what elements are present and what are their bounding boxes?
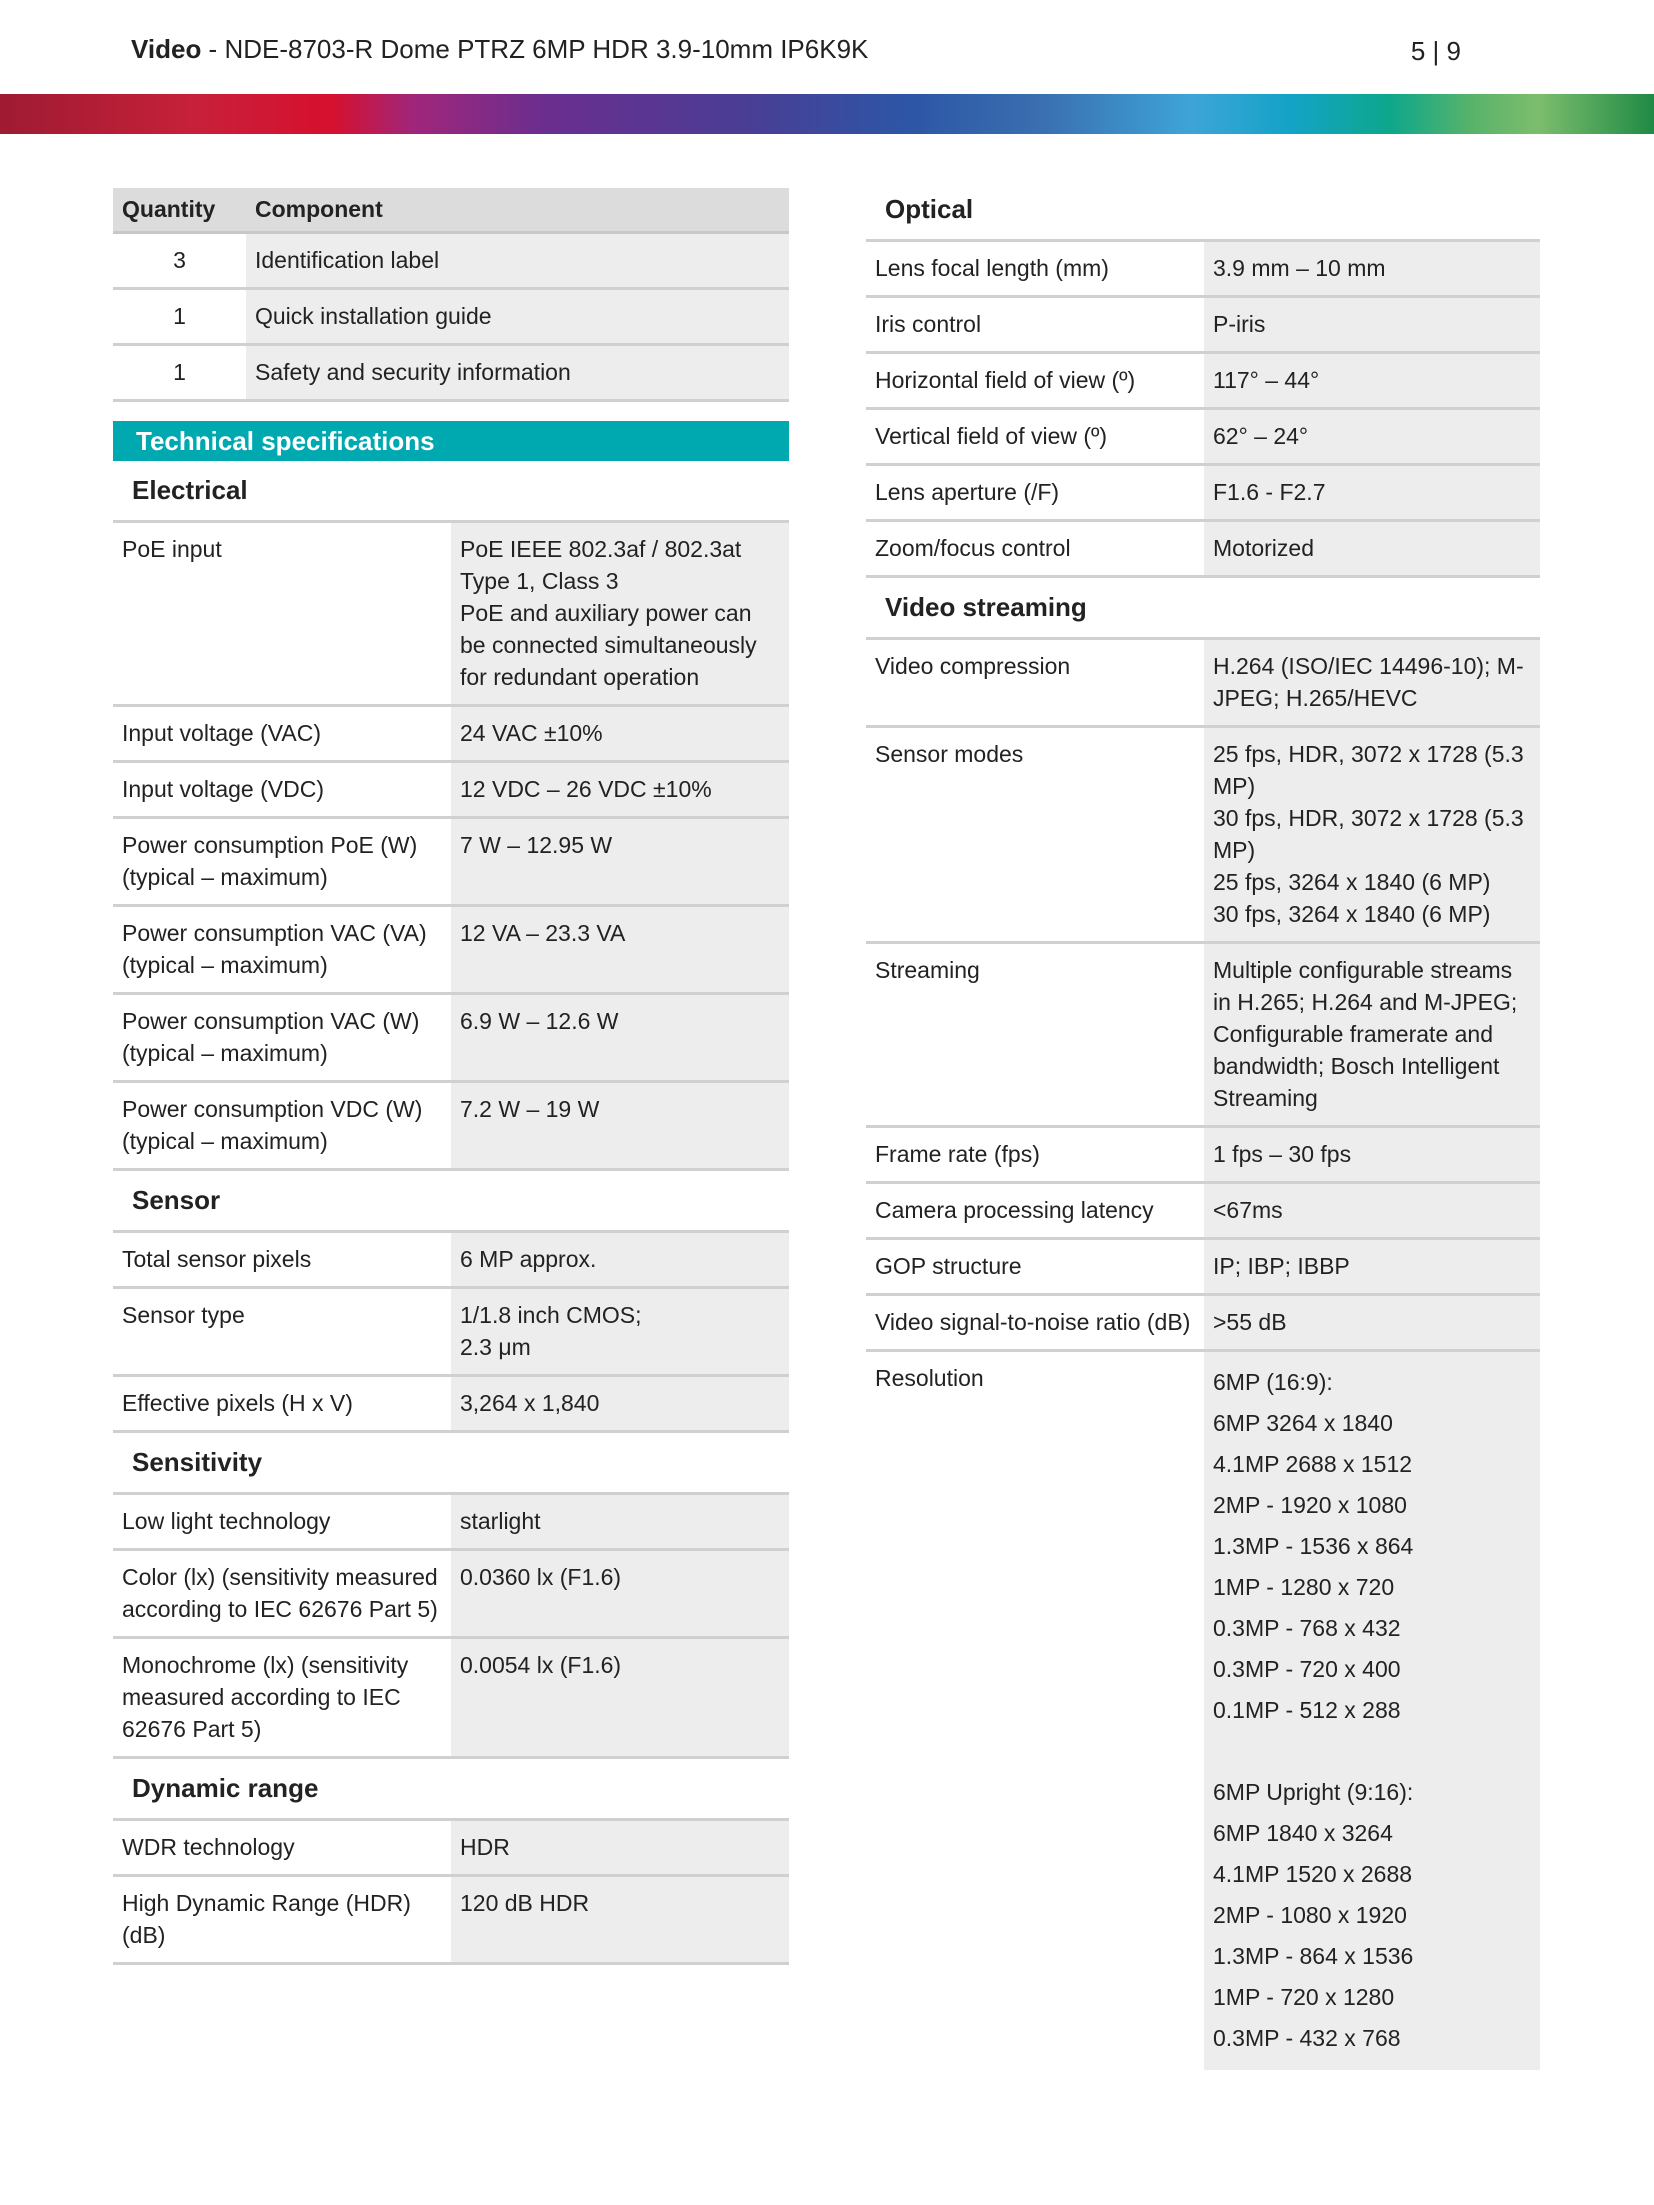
spec-value (1204, 297, 1540, 353)
spec-label: Camera processing latency (866, 1183, 1204, 1239)
page-header (131, 34, 1461, 74)
resolution-spacer (1213, 1731, 1531, 1772)
spec-label: Iris control (866, 297, 1204, 353)
spec-value-line: PoE IEEE 802.3af / 802.3at Type 1, Class 3 (460, 536, 742, 594)
spec-value-line: 3,264 x 1,840 (460, 1390, 600, 1416)
spec-value-line: Multiple configurable streams in H.265; H.264 and M-JPEG; Configurable framerate and bandwidth; Bosch Intelligent Streaming (1213, 957, 1518, 1111)
spec-row (866, 1127, 1540, 1183)
spec-value (451, 1550, 789, 1638)
spec-value-line: 120 dB HDR (460, 1890, 590, 1916)
spec-row (113, 1638, 789, 1758)
spec-row (866, 409, 1540, 465)
spec-row (866, 521, 1540, 577)
spec-label: Video signal-to-noise ratio (dB) (866, 1295, 1204, 1351)
spec-row (866, 353, 1540, 409)
resolution-item: 0.3MP - 432 x 768 (1213, 2025, 1401, 2051)
spec-value-line: 1/1.8 inch CMOS; (460, 1302, 642, 1328)
spec-value-line: 2.3 μm (460, 1334, 531, 1360)
spec-label: Streaming (866, 943, 1204, 1127)
spec-value-line: 7 W – 12.95 W (460, 832, 613, 858)
doc-type: Video (131, 34, 202, 64)
spec-row (866, 297, 1540, 353)
spec-label: Frame rate (fps) (866, 1127, 1204, 1183)
spec-value-line: 1 fps – 30 fps (1213, 1141, 1352, 1167)
spec-row (113, 1876, 789, 1964)
sensor-section (113, 1171, 789, 1433)
spec-row (113, 818, 789, 906)
spec-value (1204, 521, 1540, 577)
spec-row (113, 762, 789, 818)
spec-value-line: 117° – 44° (1213, 367, 1320, 393)
spec-value (1204, 242, 1540, 297)
spec-value (1204, 727, 1540, 943)
spec-table (866, 242, 1540, 578)
spec-value-line: 6.9 W – 12.6 W (460, 1008, 619, 1034)
spec-value-line: F1.6 - F2.7 (1213, 479, 1326, 505)
header-separator: - (201, 34, 225, 64)
brand-color-band (0, 94, 1654, 134)
spec-value-line: 30 fps, HDR, 3072 x 1728 (5.3 MP) (1213, 805, 1524, 863)
quantity-cell: 1 (113, 345, 246, 401)
spec-row (866, 1239, 1540, 1295)
spec-row (866, 1183, 1540, 1239)
spec-value-line: Motorized (1213, 535, 1314, 561)
spec-label: Low light technology (113, 1495, 451, 1550)
technical-specifications-banner: Technical specifications (113, 421, 789, 461)
spec-label: Color (lx) (sensitivity measured according to IEC 62676 Part 5) (113, 1550, 451, 1638)
spec-table (866, 640, 1540, 2070)
resolution-item: 4.1MP 1520 x 2688 (1213, 1861, 1413, 1887)
spec-row (113, 523, 789, 706)
resolution-row (866, 1351, 1540, 2071)
resolution-item: 0.3MP - 768 x 432 (1213, 1615, 1401, 1641)
spec-value-line: 0.0054 lx (F1.6) (460, 1652, 622, 1678)
spec-value (1204, 1239, 1540, 1295)
spec-value (1204, 465, 1540, 521)
spec-table (113, 1821, 789, 1965)
spec-value-line: >55 dB (1213, 1309, 1287, 1335)
section-title: Electrical (113, 461, 789, 523)
spec-label: Power consumption PoE (W) (typical – maximum) (113, 818, 451, 906)
spec-value (1204, 1295, 1540, 1351)
spec-value-line: 25 fps, HDR, 3072 x 1728 (5.3 MP) (1213, 741, 1524, 799)
spec-row (866, 640, 1540, 727)
package-row (113, 289, 789, 345)
spec-value-line: 0.0360 lx (F1.6) (460, 1564, 622, 1590)
spec-row (113, 1821, 789, 1876)
spec-table (113, 1495, 789, 1759)
spec-row (113, 1550, 789, 1638)
left-column (113, 188, 789, 1965)
spec-value (451, 1495, 789, 1550)
spec-value (451, 1638, 789, 1758)
spec-value (451, 706, 789, 762)
spec-row (866, 242, 1540, 297)
resolution-item: 1MP - 720 x 1280 (1213, 1984, 1395, 2010)
dynamic-range-section (113, 1759, 789, 1965)
spec-row (113, 906, 789, 994)
section-title: Dynamic range (113, 1759, 789, 1821)
spec-label: Effective pixels (H x V) (113, 1376, 451, 1432)
spec-value (1204, 1183, 1540, 1239)
resolution-item: 4.1MP 2688 x 1512 (1213, 1451, 1413, 1477)
spec-row (113, 1082, 789, 1170)
spec-label: Total sensor pixels (113, 1233, 451, 1288)
section-title: Optical (866, 180, 1540, 242)
spec-value (451, 762, 789, 818)
spec-value (451, 906, 789, 994)
spec-value-line: starlight (460, 1508, 541, 1534)
spec-value-line: 12 VA – 23.3 VA (460, 920, 626, 946)
resolution-item: 6MP Upright (9:16): (1213, 1779, 1414, 1805)
spec-row (113, 1233, 789, 1288)
spec-label: Lens aperture (/F) (866, 465, 1204, 521)
spec-row (866, 1295, 1540, 1351)
spec-value-line: 25 fps, 3264 x 1840 (6 MP) (1213, 869, 1491, 895)
video-streaming-section (866, 578, 1540, 2070)
spec-value-line: 7.2 W – 19 W (460, 1096, 600, 1122)
spec-row (113, 994, 789, 1082)
resolution-item: 1MP - 1280 x 720 (1213, 1574, 1395, 1600)
spec-value-line: PoE and auxiliary power can be connected simultaneously for redundant operation (460, 600, 757, 690)
optical-section (866, 180, 1540, 578)
spec-value (451, 1288, 789, 1376)
spec-label: WDR technology (113, 1821, 451, 1876)
resolution-item: 2MP - 1920 x 1080 (1213, 1492, 1407, 1518)
resolution-item: 1.3MP - 1536 x 864 (1213, 1533, 1414, 1559)
package-row (113, 233, 789, 289)
spec-row (866, 943, 1540, 1127)
resolution-item: 2MP - 1080 x 1920 (1213, 1902, 1407, 1928)
spec-row (113, 706, 789, 762)
spec-row (866, 465, 1540, 521)
component-cell: Safety and security information (246, 345, 789, 401)
component-cell: Quick installation guide (246, 289, 789, 345)
quantity-header: Quantity (113, 188, 246, 233)
resolution-item: 0.3MP - 720 x 400 (1213, 1656, 1401, 1682)
spec-value (451, 1821, 789, 1876)
spec-table (113, 523, 789, 1171)
resolution-item: 1.3MP - 864 x 1536 (1213, 1943, 1414, 1969)
resolution-item: 0.1MP - 512 x 288 (1213, 1697, 1401, 1723)
spec-label: Power consumption VAC (W) (typical – maximum) (113, 994, 451, 1082)
spec-value (1204, 353, 1540, 409)
resolution-label: Resolution (866, 1351, 1204, 2071)
package-row (113, 345, 789, 401)
spec-value (451, 1233, 789, 1288)
spec-label: Input voltage (VAC) (113, 706, 451, 762)
spec-label: GOP structure (866, 1239, 1204, 1295)
spec-label: Zoom/focus control (866, 521, 1204, 577)
spec-row (113, 1288, 789, 1376)
spec-label: Monochrome (lx) (sensitivity measured according to IEC 62676 Part 5) (113, 1638, 451, 1758)
spec-label: Video compression (866, 640, 1204, 727)
spec-value (451, 1376, 789, 1432)
spec-label: Sensor type (113, 1288, 451, 1376)
spec-value (1204, 640, 1540, 727)
spec-value-line: 24 VAC ±10% (460, 720, 603, 746)
spec-value-line: P-iris (1213, 311, 1266, 337)
page-number: 5 | 9 (1410, 36, 1461, 66)
section-title: Video streaming (866, 578, 1540, 640)
spec-value-line: <67ms (1213, 1197, 1283, 1223)
component-cell: Identification label (246, 233, 789, 289)
spec-value-line: IP; IBP; IBBP (1213, 1253, 1350, 1279)
spec-value-line: HDR (460, 1834, 510, 1860)
section-title: Sensitivity (113, 1433, 789, 1495)
spec-row (866, 727, 1540, 943)
spec-row (113, 1376, 789, 1432)
spec-row (113, 1495, 789, 1550)
right-column (866, 180, 1540, 2070)
quantity-cell: 1 (113, 289, 246, 345)
resolution-item: 6MP (16:9): (1213, 1369, 1333, 1395)
spec-value-line: 3.9 mm – 10 mm (1213, 255, 1386, 281)
spec-value-line: H.264 (ISO/IEC 14496-10); M-JPEG; H.265/HEVC (1213, 653, 1524, 711)
section-title: Sensor (113, 1171, 789, 1233)
spec-value-line: 6 MP approx. (460, 1246, 597, 1272)
spec-label: Horizontal field of view (º) (866, 353, 1204, 409)
spec-value (451, 818, 789, 906)
spec-label: Lens focal length (mm) (866, 242, 1204, 297)
quantity-cell: 3 (113, 233, 246, 289)
electrical-section (113, 461, 789, 1171)
spec-value (1204, 409, 1540, 465)
spec-value-line: 12 VDC – 26 VDC ±10% (460, 776, 712, 802)
spec-value (451, 994, 789, 1082)
spec-value-line: 30 fps, 3264 x 1840 (6 MP) (1213, 901, 1491, 927)
spec-value-line: 62° – 24° (1213, 423, 1309, 449)
spec-value (451, 1082, 789, 1170)
spec-label: Power consumption VDC (W) (typical – maximum) (113, 1082, 451, 1170)
sensitivity-section (113, 1433, 789, 1759)
spec-value (1204, 943, 1540, 1127)
resolution-item: 6MP 1840 x 3264 (1213, 1820, 1393, 1846)
product-title: NDE-8703-R Dome PTRZ 6MP HDR 3.9-10mm IP6K9K (224, 34, 869, 64)
spec-label: Power consumption VAC (VA) (typical – maximum) (113, 906, 451, 994)
spec-label: Input voltage (VDC) (113, 762, 451, 818)
resolution-values (1204, 1351, 1540, 2071)
spec-value (451, 1876, 789, 1964)
package-contents-table (113, 188, 789, 402)
spec-label: Vertical field of view (º) (866, 409, 1204, 465)
spec-value (1204, 1127, 1540, 1183)
spec-table (113, 1233, 789, 1433)
spec-label: PoE input (113, 523, 451, 706)
spec-label: Sensor modes (866, 727, 1204, 943)
resolution-item: 6MP 3264 x 1840 (1213, 1410, 1393, 1436)
component-header: Component (246, 188, 789, 233)
spec-value (451, 523, 789, 706)
spec-label: High Dynamic Range (HDR) (dB) (113, 1876, 451, 1964)
